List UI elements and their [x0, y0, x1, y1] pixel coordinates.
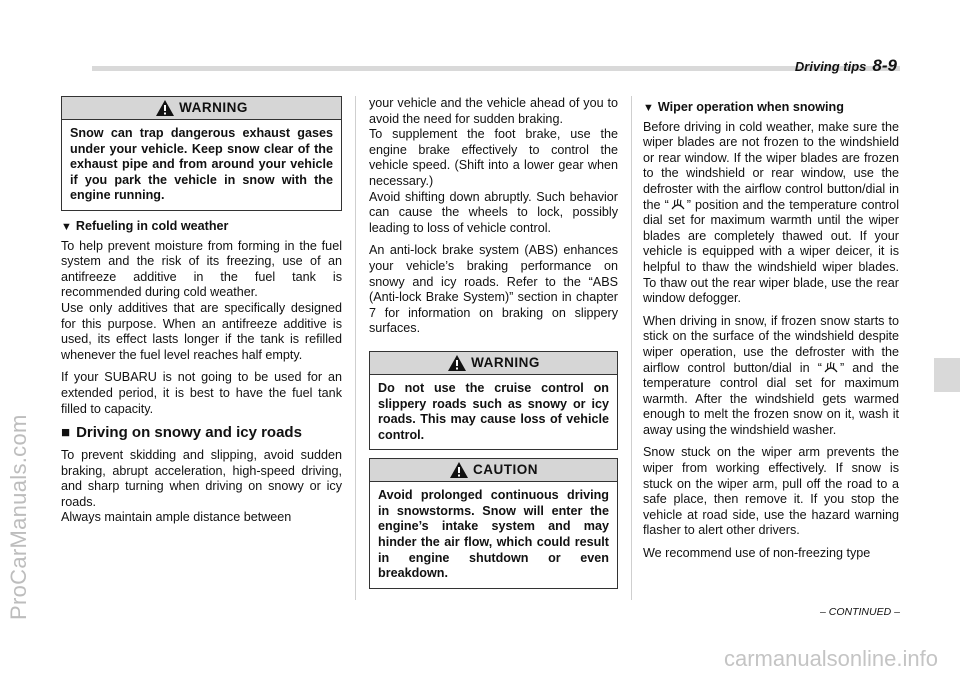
paragraph: To supplement the foot brake, use the engine brake effectively to control the vehicle speed. (Shift into a lower gear when necessary.): [369, 127, 618, 188]
caution-title: CAUTION: [473, 462, 538, 478]
subheading-wiper: ▼ Wiper operation when snowing: [643, 100, 844, 114]
warning-title: WARNING: [179, 100, 248, 116]
subheading-refueling: ▼ Refueling in cold weather: [61, 218, 229, 233]
column-2: [369, 96, 618, 597]
warning-triangle-icon: [447, 354, 467, 372]
paragraph: We recommend use of non-freezing type: [643, 546, 871, 561]
caution-box: [369, 458, 618, 589]
paragraph: When driving in snow, if frozen snow starts to stick on the surface of the windshield despite wiper operation, use the defroster with the airflow control button/dial in “ ” and the temperature control dial set for maximum warmth. After the windshield gets warmed enough to melt the frozen snow on it, wash it away using the windshield washer.: [643, 313, 899, 437]
warning-box-header: [370, 352, 617, 375]
warning-text: Snow can trap dangerous exhaust gases under your vehicle. Keep snow clear of the exhaust pipe and from around your vehicle if you park the vehicle in snow with the engine running.: [70, 126, 333, 203]
warning-box-header: [62, 97, 341, 120]
warning-box: [61, 96, 342, 211]
column-divider: [355, 96, 356, 600]
watermark-bottom: carmanualsonline.info: [723, 646, 938, 671]
paragraph: Avoid shifting down abruptly. Such behavior can cause the wheels to lock, possibly leading to loss of vehicle control.: [369, 189, 618, 235]
warning-triangle-icon: [449, 461, 469, 479]
column-3: [643, 96, 899, 569]
header-bar: [92, 66, 900, 71]
down-triangle-icon: ▼: [61, 220, 72, 233]
paragraph: Always maintain ample distance between: [61, 510, 292, 525]
section-heading-snowy-roads: ■ Driving on snowy and icy roads: [61, 424, 302, 442]
defroster-icon: [671, 198, 685, 210]
paragraph: To prevent skidding and slipping, avoid sudden braking, abrupt acceleration, high-speed driving, and sharp turning when driving on snowy or icy roads.: [61, 448, 342, 509]
warning-text: Do not use the cruise control on slippery roads such as snowy or icy roads. This may cause loss of vehicle control.: [378, 380, 609, 442]
warning-triangle-icon: [155, 99, 175, 117]
defroster-icon: [824, 361, 838, 373]
paragraph: If your SUBARU is not going to be used for an extended period, it is best to have the fuel tank filled to capacity.: [61, 370, 342, 416]
section-title: Driving tips: [794, 59, 867, 74]
down-triangle-icon: ▼: [643, 102, 654, 114]
column-divider: [631, 96, 632, 600]
column-1: [61, 96, 342, 533]
paragraph: Before driving in cold weather, make sure the wiper blades are not frozen to the windshield or rear window. If the wiper blades are frozen to the windshield or rear window, use the defroster with the airflow control button/dial in the “ ” position and the temperature control dial set for maximum warmth until the wiper blades are completely thawed out. If your vehicle is equipped with a wiper deicer, it is helpful to thaw the windshield wiper blades. To thaw out the rear wiper blade, use the rear window defogger.: [643, 119, 899, 306]
paragraph: Use only additives that are specifically designed for this purpose. When an antifreeze additive is used, its effect lasts longer if the tank is refilled whenever the fuel level reaches half empty.: [61, 300, 342, 362]
continued-label: – CONTINUED –: [820, 606, 900, 618]
watermark-left: ProCarManuals.com: [6, 414, 31, 620]
warning-title: WARNING: [471, 355, 540, 371]
page-number: 8-9: [872, 56, 897, 75]
paragraph: To help prevent moisture from forming in the fuel system and the risk of its freezing, use of an antifreeze additive in the fuel tank is recommended during cold weather.: [61, 238, 342, 300]
caution-text: Avoid prolonged continuous driving in snowstorms. Snow will enter the engine’s intake system and may hinder the air flow, which could result in engine shutdown or even breakdown.: [378, 488, 609, 581]
square-bullet-icon: ■: [61, 424, 71, 442]
paragraph: your vehicle and the vehicle ahead of you to avoid the need for sudden braking.: [369, 96, 618, 126]
caution-box-header: [370, 459, 617, 482]
chapter-side-tab: [934, 358, 960, 392]
paragraph: An anti-lock brake system (ABS) enhances your vehicle’s braking performance on snowy and icy roads. Refer to the “ABS (Anti-lock Brake System)” section in chapter 7 for information on braking on slippery surfaces.: [369, 243, 618, 336]
paragraph: Snow stuck on the wiper arm prevents the wiper from working effectively. If snow is stuck on the wiper arm, pull off the road to a safe place, then remove it. If you stop the vehicle at road side, use the hazard warning flasher to alert other drivers.: [643, 445, 899, 538]
page-header: [795, 56, 897, 76]
warning-box: [369, 351, 618, 450]
